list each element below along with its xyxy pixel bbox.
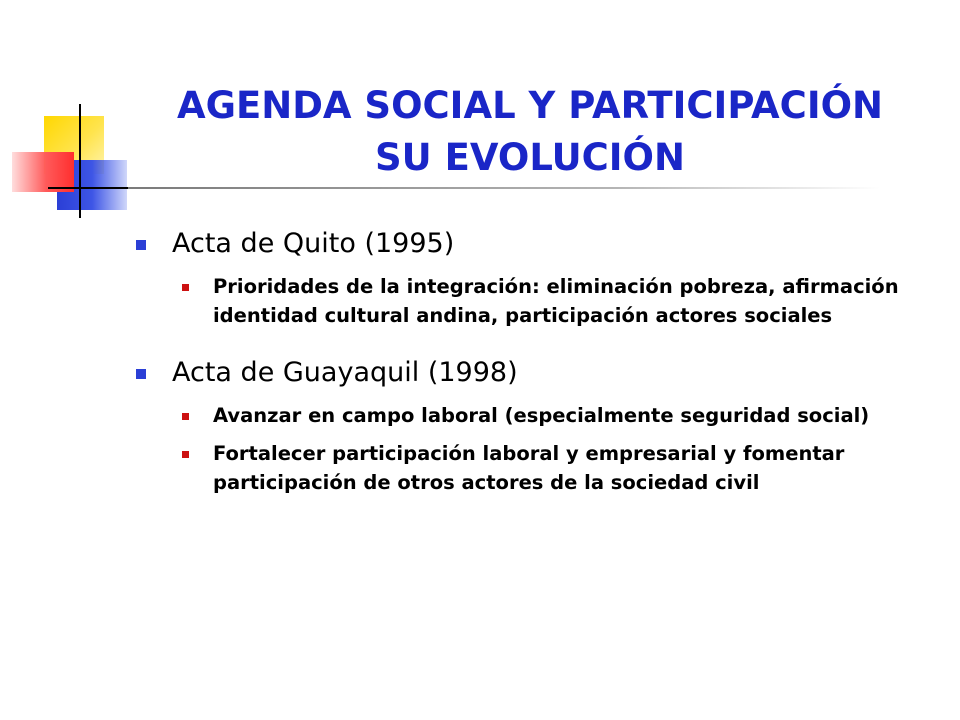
sub-bullet-text: Prioridades de la integración: eliminación pobreza, afirmación identidad cultural andina, participación actores sociales bbox=[213, 275, 899, 327]
slide-title bbox=[120, 80, 940, 184]
logo-horizontal-line bbox=[48, 187, 128, 189]
small-square-bullet-icon bbox=[182, 451, 189, 458]
square-bullet-icon bbox=[136, 369, 146, 379]
section-heading-quito bbox=[136, 224, 926, 264]
square-bullet-icon bbox=[136, 240, 146, 250]
sub-bullet-text: Fortalecer participación laboral y empresarial y fomentar participación de otros actores de la sociedad civil bbox=[213, 442, 845, 494]
section-heading-text: Acta de Quito (1995) bbox=[172, 228, 455, 259]
logo-vertical-line bbox=[79, 104, 81, 218]
small-square-bullet-icon bbox=[182, 284, 189, 291]
sub-bullet-item bbox=[182, 272, 926, 330]
title-underline bbox=[128, 187, 880, 189]
logo-red-block bbox=[12, 152, 74, 192]
sub-bullet-item bbox=[182, 401, 926, 430]
sub-bullet-text: Avanzar en campo laboral (especialmente seguridad social) bbox=[213, 404, 870, 427]
section-heading-text: Acta de Guayaquil (1998) bbox=[172, 357, 518, 388]
title-line-1: AGENDA SOCIAL Y PARTICIPACIÓN bbox=[176, 84, 884, 127]
section-heading-guayaquil bbox=[136, 353, 926, 393]
sub-bullet-item bbox=[182, 439, 926, 497]
small-square-bullet-icon bbox=[182, 413, 189, 420]
title-line-2: SU EVOLUCIÓN bbox=[375, 136, 685, 179]
bullet-list bbox=[136, 224, 926, 506]
section-spacer bbox=[136, 339, 926, 353]
